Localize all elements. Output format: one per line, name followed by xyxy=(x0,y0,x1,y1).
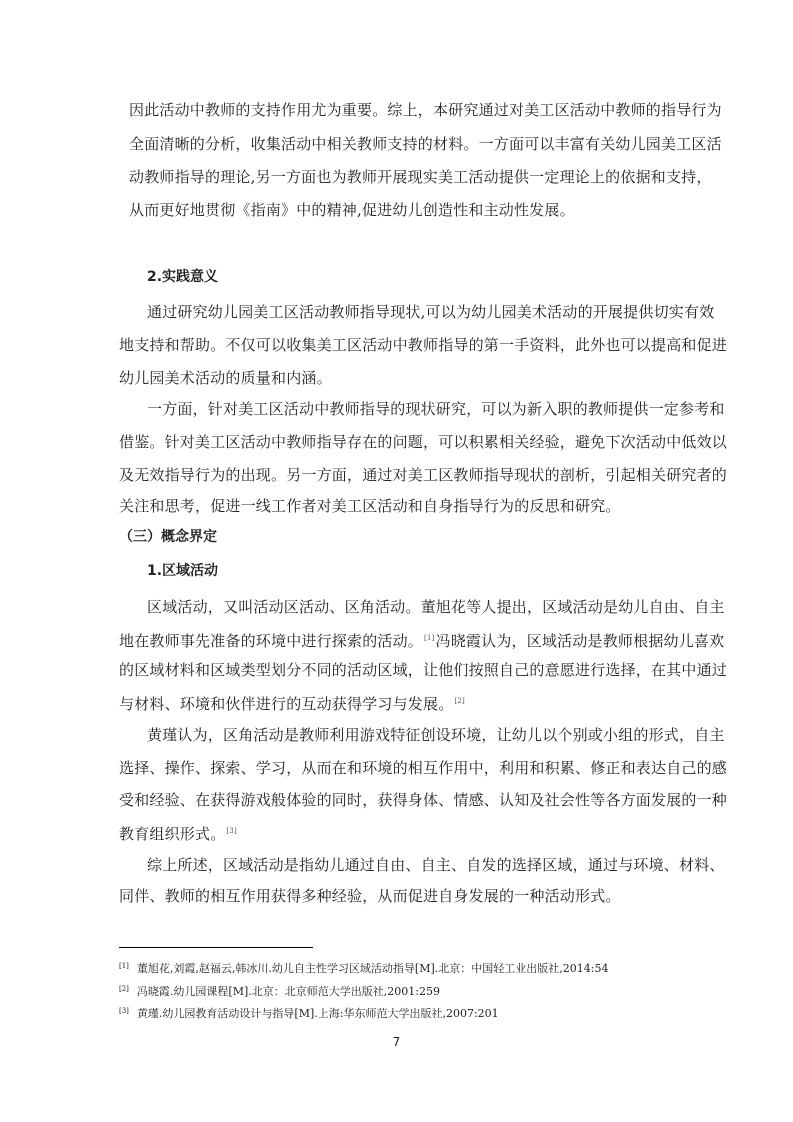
area-p2-line-1: 黄瑾认为，区角活动是教师利用游戏特征创设环境，让幼儿以个别或小组的形式，自主 xyxy=(147,726,725,744)
intro-line-3: 动教师指导的理论,另一方面也为教师开展现实美工活动提供一定理论上的依据和支持， xyxy=(129,168,712,186)
area-p1-line-4 xyxy=(119,691,466,714)
practical-p2-line-2: 借鉴。针对美工区活动中教师指导存在的问题，可以积累相关经验，避免下次活动中低效以 xyxy=(119,433,728,451)
area-p3-line-1: 综上所述，区域活动是指幼儿通过自由、自主、自发的选择区域，通过与环境、材料、 xyxy=(147,856,725,874)
area-p2-line-4 xyxy=(119,821,238,844)
practical-p2-line-1: 一方面，针对美工区活动中教师指导的现状研究，可以为新入职的教师提供一定参考和 xyxy=(147,400,725,418)
footnote-3 xyxy=(119,1003,499,1022)
intro-line-4: 从而更好地贯彻《指南》中的精神,促进幼儿创造性和主动性发展。 xyxy=(129,201,575,219)
practical-p2-line-4: 关注和思考，促进一线工作者对美工区活动和自身指导行为的反思和研究。 xyxy=(119,497,621,515)
intro-line-2: 全面清晰的分析，收集活动中相关教师支持的材料。一方面可以丰富有关幼儿园美工区活 xyxy=(129,135,722,153)
footnote-1 xyxy=(119,958,608,977)
intro-line-1: 因此活动中教师的支持作用尤为重要。综上，本研究通过对美工区活动中教师的指导行为 xyxy=(129,101,722,119)
heading-practical-significance: 2.实践意义 xyxy=(147,269,219,285)
area-p2-text-d: 教育组织形式。 xyxy=(119,825,226,843)
area-p3-line-2: 同伴、教师的相互作用获得多种经验，从而促进自身发展的一种活动形式。 xyxy=(119,887,621,905)
area-p1-line-3: 的区域材料和区域类型划分不同的活动区域，让他们按照自己的意愿进行选择，在其中通过 xyxy=(119,661,728,679)
citation-2: [2] xyxy=(454,697,465,705)
footnote-2-text: 冯晓霞.幼儿园课程[M].北京：北京师范大学出版社,2001:259 xyxy=(136,985,440,998)
area-p2-line-3: 受和经验、在获得游戏般体验的同时，获得身体、情感、认知及社会性等各方面发展的一种 xyxy=(119,791,728,809)
citation-1: [1] xyxy=(424,634,435,642)
practical-p1-line-3: 幼儿园美术活动的质量和内涵。 xyxy=(119,369,332,387)
footnote-2-mark: [2] xyxy=(119,985,129,993)
area-p2-line-2: 选择、操作、探索、学习，从而在和环境的相互作用中，利用和积累、修正和表达自己的感 xyxy=(119,759,728,777)
area-p1-line-2 xyxy=(119,628,724,651)
area-p1-text-c: 与材料、环境和伙伴进行的互动获得学习与发展。 xyxy=(119,695,454,713)
footnote-3-mark: [3] xyxy=(119,1007,129,1015)
area-p1-text-b: 冯晓霞认为，区域活动是教师根据幼儿喜欢 xyxy=(435,632,725,650)
area-p1-text-a: 地在教师事先准备的环境中进行探索的活动。 xyxy=(119,632,424,650)
heading-concept-definition: （三）概念界定 xyxy=(119,529,217,545)
footnote-3-text: 黄瑾.幼儿园教育活动设计与指导[M].上海:华东师范大学出版社,2007:201 xyxy=(136,1007,499,1020)
practical-p1-line-2: 地支持和帮助。不仅可以收集美工区活动中教师指导的第一手资料，此外也可以提高和促进 xyxy=(119,336,728,354)
area-p1-line-1: 区域活动，又叫活动区活动、区角活动。董旭花等人提出，区域活动是幼儿自由、自主 xyxy=(147,598,725,616)
page-number: 7 xyxy=(392,1035,401,1049)
footnote-1-mark: [1] xyxy=(119,962,129,970)
heading-area-activity: 1.区域活动 xyxy=(147,563,219,579)
practical-p1-line-1: 通过研究幼儿园美工区活动教师指导现状,可以为幼儿园美术活动的开展提供切实有效 xyxy=(147,303,715,321)
footnote-2 xyxy=(119,981,440,1000)
citation-3: [3] xyxy=(226,827,237,835)
practical-p2-line-3: 及无效指导行为的出现。另一方面，通过对美工区教师指导现状的剖析，引起相关研究者的 xyxy=(119,466,728,484)
footnote-1-text: 董旭花,刘霞,赵福云,韩冰川.幼儿自主性学习区域活动指导[M].北京：中国轻工业出版社,2014:54 xyxy=(136,962,609,975)
footnote-divider xyxy=(119,947,313,948)
